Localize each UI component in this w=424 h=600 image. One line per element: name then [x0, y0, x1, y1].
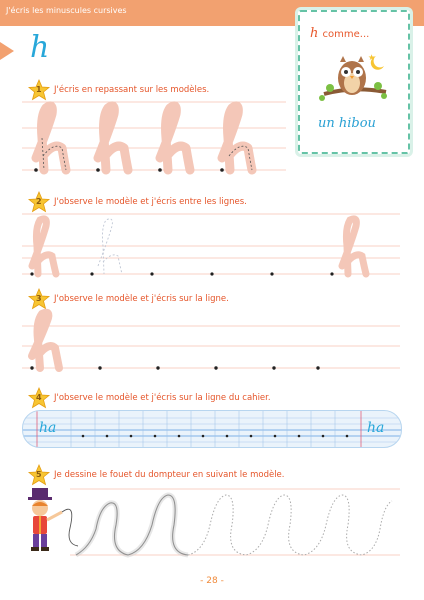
step-2-lines — [22, 212, 400, 282]
title-letter: h — [30, 30, 50, 65]
page-number: - 28 - — [200, 576, 224, 586]
card-title-letter: h — [310, 26, 319, 41]
step-3-number: 3 — [36, 294, 42, 303]
step-1-number: 1 — [36, 85, 42, 94]
step-3-instruction: J'observe le modèle et j'écris sur la ligne. — [54, 294, 229, 304]
step-1-trace-letters — [22, 98, 286, 188]
arrow-marker — [0, 42, 14, 60]
card-title-rest: comme... — [322, 29, 370, 40]
notebook-band — [22, 410, 402, 448]
step-5-number: 5 — [36, 470, 42, 479]
card-word: un hibou — [318, 116, 376, 131]
step-4-number: 4 — [36, 393, 42, 402]
step-2-instruction: J'observe le modèle et j'écris entre les lignes. — [54, 197, 247, 207]
owl-illustration — [314, 52, 394, 114]
step-1-instruction: J'écris en repassant sur les modèles. — [54, 85, 210, 95]
notebook-model-right: ha — [367, 420, 385, 436]
svg-text:★: ★ — [368, 53, 376, 62]
whip-loops — [70, 485, 400, 565]
step-3-lines — [22, 310, 400, 382]
owl-card — [298, 10, 410, 154]
notebook-lines — [23, 411, 401, 447]
header-title: J'écris les minuscules cursives — [6, 6, 127, 15]
card-title — [310, 26, 369, 41]
step-4-instruction: J'observe le modèle et j'écris sur la ligne du cahier. — [54, 393, 271, 403]
notebook-model-left: ha — [39, 420, 57, 436]
step-2-number: 2 — [36, 197, 42, 206]
step-5-instruction: Je dessine le fouet du dompteur en suivant le modèle. — [54, 470, 285, 480]
